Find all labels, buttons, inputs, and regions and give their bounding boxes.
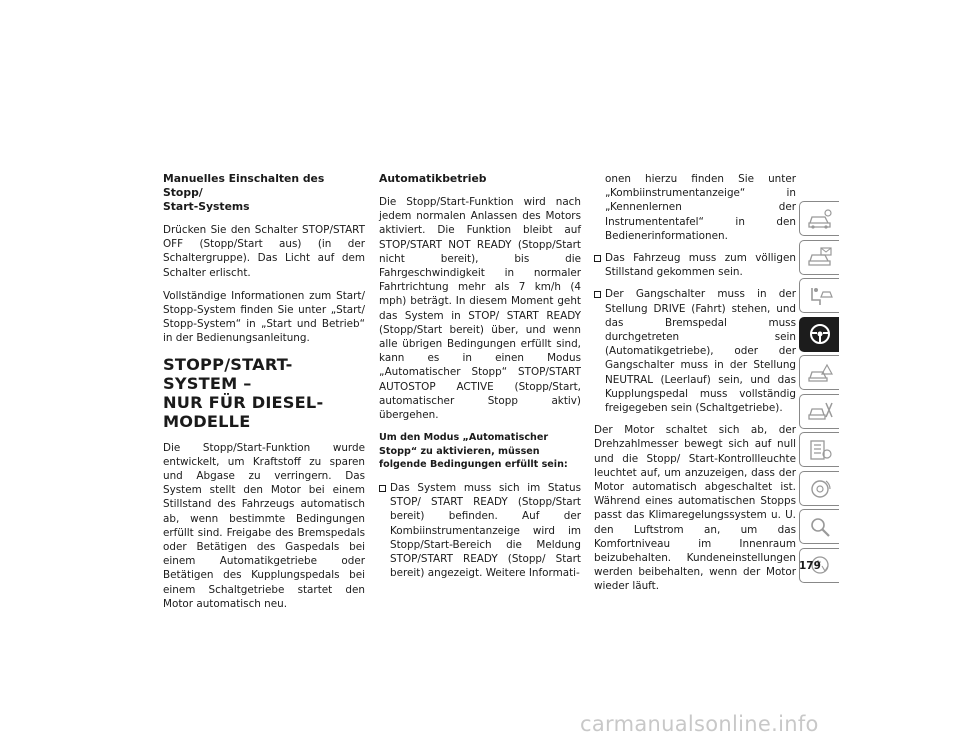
tab-service-list[interactable]: [799, 432, 839, 467]
section-heading-manual-activation: Manuelles Einschalten des Stopp/ Start-Systems: [163, 172, 325, 213]
tab-car-tools[interactable]: [799, 394, 839, 429]
column-middle: [379, 172, 581, 588]
tab-multimedia[interactable]: [799, 471, 839, 506]
list-item-text: Das System muss sich im Status STOP/ START READY (Stopp/Start bereit) befinden. Auf der Kombiinstrumentanzeige wird im Stopp/Start-Bereich die Meldung STOP/START READY (Stopp/ Start bereit) angezeigt. Weitere Informati-: [390, 482, 581, 580]
checkbox-bullet-icon: [594, 255, 601, 262]
list-item: [594, 287, 796, 415]
page-number: 179: [799, 560, 821, 572]
list-item: [379, 481, 581, 580]
paragraph: Vollständige Informationen zum Start/ Stopp-System finden Sie unter „Start/ Stopp-System“ in „Start und Betrieb“ in der Bedienungsanleitung.: [163, 289, 365, 345]
car-warning-icon: [807, 362, 833, 384]
seat-car-icon: [807, 285, 833, 307]
car-mail-icon: [807, 246, 833, 268]
paragraph: Der Motor schaltet sich ab, der Drehzahlmesser bewegt sich auf null und die Stopp/ Start-Kontrollleuchte leuchtet auf, um anzuzeigen, dass der Motor automatisch abgeschaltet ist. Während eines automatischen Stopps passt das Klimaregelungssystem u. U. den Luftstrom an, um das Komfortniveau im Innenraum beizubehalten. Kundeneinstellungen werden beibehalten, wenn der Motor wieder läuft.: [594, 424, 796, 593]
tab-car-mail[interactable]: [799, 240, 839, 275]
tab-seat-car[interactable]: [799, 278, 839, 313]
list-item-text: onen hierzu finden Sie unter „Kombiinstrumentanzeige“ in „Kennenlernen der Instrumententafel“ in den Bedienerinformationen.: [605, 173, 796, 242]
watermark: carmanualsonline.info: [580, 712, 819, 736]
search-icon: [807, 516, 833, 538]
checkbox-bullet-icon: [594, 291, 601, 298]
paragraph: Die Stopp/Start-Funktion wurde entwickelt, um Kraftstoff zu sparen und Abgase zu verringern. Das System stellt den Motor bei einem Stillstand des Fahrzeugs automatisch ab, wenn bestimmte Bedingungen erfüllt sind. Freigabe des Bremspedals oder Betätigen des Gaspedals bei einem Automatikgetriebe oder Betätigen des Kupplungspedals bei einem Schaltgetriebe startet den Motor automatisch neu.: [163, 441, 365, 610]
list-item-text: Der Gangschalter muss in der Stellung DRIVE (Fahrt) stehen, und das Bremspedal muss durchgetreten sein (Automatikgetriebe), oder der Gangschalter muss in der Stellung NEUTRAL (Leerlauf) sein, und das Kupplungspedal muss vollständig freigegeben sein (Schaltgetriebe).: [605, 288, 796, 415]
chapter-tabs: [799, 201, 841, 586]
column-left: [163, 172, 365, 620]
service-list-icon: [807, 439, 833, 461]
list-item-continued: [594, 172, 796, 243]
car-tools-icon: [807, 400, 833, 422]
tab-steering-wheel[interactable]: [799, 317, 839, 352]
tab-search[interactable]: [799, 509, 839, 544]
chapter-heading-diesel: STOPP/START-SYSTEM – NUR FÜR DIESEL-MODELLE: [163, 354, 324, 431]
tab-car-warning[interactable]: [799, 355, 839, 390]
paragraph: Die Stopp/Start-Funktion wird nach jedem normalen Anlassen des Motors aktiviert. Die Funktion bleibt auf STOP/START NOT READY (Stopp/Start nicht bereit), bis die Fahrgeschwindigkeit in normaler Fahrtrichtung mehr als 7 km/h (4 mph) beträgt. In diesem Moment geht das System in STOP/ START READY (Stopp/Start bereit) über, und wenn alle übrigen Bedingungen erfüllt sind, kann es in einen Modus „Automatischer Stopp“ STOP/START AUTOSTOP ACTIVE (Stopp/Start, automatischer Stopp aktiv) übergehen.: [379, 196, 581, 422]
section-heading-auto-mode: Automatikbetrieb: [379, 172, 487, 185]
conditions-lead: Um den Modus „Automatischer Stopp“ zu aktivieren, müssen folgende Bedingungen erfüllt sein:: [379, 432, 568, 471]
list-item: [594, 251, 796, 279]
paragraph: Drücken Sie den Schalter STOP/START OFF (Stopp/Start aus) (in der Schaltergruppe). Das Licht auf dem Schalter erlischt.: [163, 224, 365, 279]
column-right: [594, 172, 796, 603]
list-item-text: Das Fahrzeug muss zum völligen Stillstand gekommen sein.: [605, 252, 796, 279]
steering-wheel-icon: [807, 323, 833, 345]
checkbox-bullet-icon: [379, 485, 386, 492]
conditions-list: [379, 481, 581, 580]
car-info-icon: [807, 208, 833, 230]
conditions-list-continued: [594, 172, 796, 415]
tab-car-info[interactable]: [799, 201, 839, 236]
multimedia-icon: [807, 477, 833, 499]
